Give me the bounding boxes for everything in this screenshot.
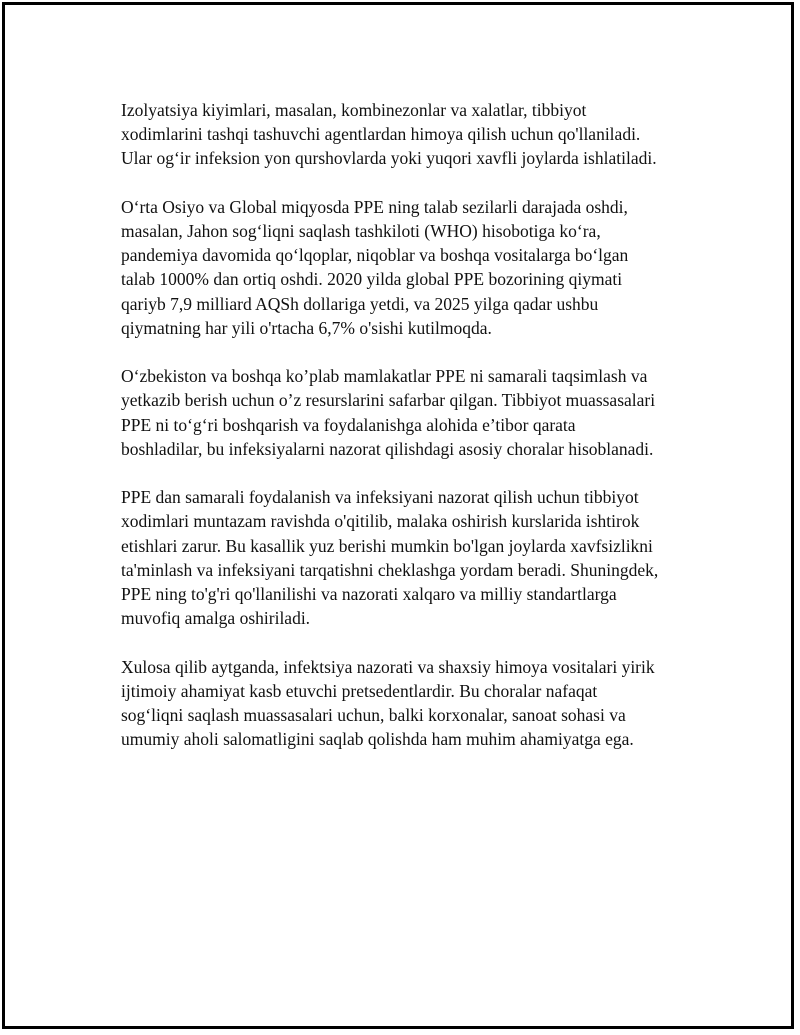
paragraph-conclusion xyxy=(121,655,693,752)
text-line: O‘zbekiston va boshqa ko’plab mamlakatlar PPE ni samarali taqsimlash va xyxy=(121,366,648,387)
text-line: yetkazib berish uchun o’z resurslarini safarbar qilgan. Tibbiyot muassasalari xyxy=(121,390,656,411)
text-line: umumiy aholi salomatligini saqlab qolishda ham muhim ahamiyatga ega. xyxy=(121,729,634,750)
paragraph-training xyxy=(121,485,693,630)
page-frame xyxy=(2,2,794,1029)
text-line: qiymatning har yili o'rtacha 6,7% o'sishi kutilmoqda. xyxy=(121,317,492,338)
text-line: PPE dan samarali foydalanish va infeksiyani nazorat qilish uchun tibbiyot xyxy=(121,487,639,508)
text-line: boshladilar, bu infeksiyalarni nazorat qilishdagi asosiy choralar hisoblanadi. xyxy=(121,438,654,459)
text-line: qariyb 7,9 milliard AQSh dollariga yetdi, va 2025 yilga qadar ushbu xyxy=(121,293,599,314)
text-line: Ular og‘ir infeksion yon qurshovlarda yoki yuqori xavfli joylarda ishlatiladi. xyxy=(121,148,657,169)
paragraph-ppe-demand xyxy=(121,195,693,340)
text-line: PPE ning to'g'ri qo'llanilishi va nazorati xalqaro va milliy standartlarga xyxy=(121,584,617,605)
document-body xyxy=(121,98,693,776)
text-line: sog‘liqni saqlash muassasalari uchun, balki korxonalar, sanoat sohasi va xyxy=(121,705,626,726)
text-line: xodimlarini tashqi tashuvchi agentlardan himoya qilish uchun qo'llaniladi. xyxy=(121,124,641,145)
text-line: PPE ni to‘g‘ri boshqarish va foydalanishga alohida e’tibor qarata xyxy=(121,414,576,435)
text-line: Izolyatsiya kiyimlari, masalan, kombinezonlar va xalatlar, tibbiyot xyxy=(121,100,587,120)
text-line: O‘rta Osiyo va Global miqyosda PPE ning talab sezilarli darajada oshdi, xyxy=(121,196,628,217)
text-line: etishlari zarur. Bu kasallik yuz berishi mumkin bo'lgan joylarda xavfsizlikni xyxy=(121,535,653,556)
text-line: ta'minlash va infeksiyani tarqatishni cheklashga yordam beradi. Shuningdek, xyxy=(121,559,659,580)
paragraph-isolation-clothing xyxy=(121,98,693,171)
text-line: masalan, Jahon sog‘liqni saqlash tashkiloti (WHO) hisobotiga ko‘ra, xyxy=(121,221,601,241)
text-line: pandemiya davomida qo‘lqoplar, niqoblar va boshqa vositalarga bo‘lgan xyxy=(121,245,629,266)
text-line: xodimlari muntazam ravishda o'qitilib, malaka oshirish kurslarida ishtirok xyxy=(121,511,640,532)
text-line: Xulosa qilib aytganda, infektsiya nazorati va shaxsiy himoya vositalari yirik xyxy=(121,656,655,677)
paragraph-uzbekistan-resources xyxy=(121,364,693,461)
text-line: ijtimoiy ahamiyat kasb etuvchi pretsedentlardir. Bu choralar nafaqat xyxy=(121,680,598,701)
text-line: talab 1000% dan ortiq oshdi. 2020 yilda global PPE bozorining qiymati xyxy=(121,269,623,290)
text-line: muvofiq amalga oshiriladi. xyxy=(121,608,311,629)
